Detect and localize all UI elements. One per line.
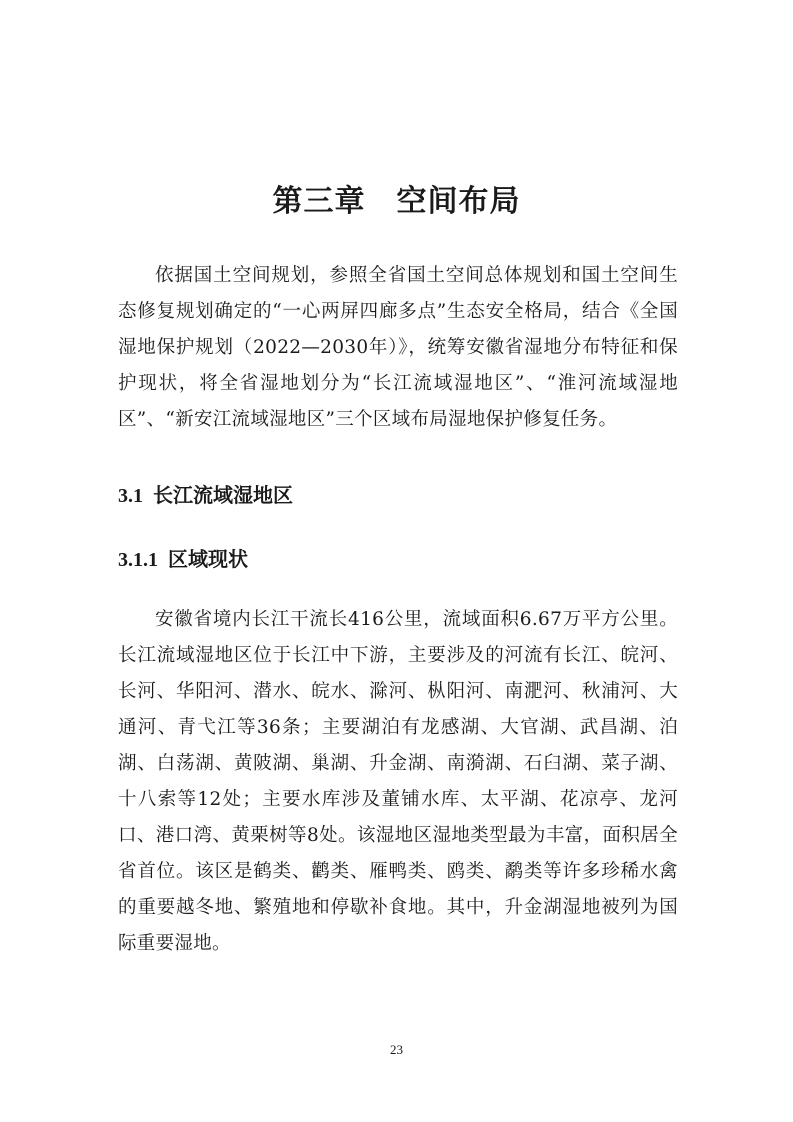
section-title: 长江流域湿地区	[153, 483, 293, 507]
section-heading	[118, 479, 293, 508]
subsection-heading	[118, 543, 248, 572]
chapter-title: 第三章 空间布局	[272, 184, 521, 219]
page-number: 23	[390, 1042, 403, 1057]
intro-paragraph: 依据国土空间规划，参照全省国土空间总体规划和国土空间生态修复规划确定的“一心两屏四廊多点”生态安全格局，结合《全国湿地保护规划（2022—2030年）》，统筹安徽省湿地分布特征和保护现状，将全省湿地划分为“长江流域湿地区”、“淮河流域湿地区”、“新安江流域湿地区”三个区域布局湿地保护修复任务。	[118, 265, 678, 430]
subsection-title: 区域现状	[168, 547, 248, 571]
subsection-paragraph: 安徽省境内长江干流长416公里，流域面积6.67万平方公里。长江流域湿地区位于长江中下游，主要涉及的河流有长江、皖河、长河、华阳河、潜水、皖水、滁河、枞阳河、南淝河、秋浦河、大通河、青弋江等36条；主要湖泊有龙感湖、大官湖、武昌湖、泊湖、白荡湖、黄陂湖、巢湖、升金湖、南漪湖、石臼湖、菜子湖、十八索等12处；主要水库涉及董铺水库、太平湖、花凉亭、龙河口、港口湾、黄栗树等8处。该湿地区湿地类型最为丰富，面积居全省首位。该区是鹤类、鹳类、雁鸭类、鸥类、鹬类等许多珍稀水禽的重要越冬地、繁殖地和停歇补食地。其中，升金湖湿地被列为国际重要湿地。	[118, 609, 678, 954]
subsection-number: 3.1.1	[118, 549, 158, 571]
section-number: 3.1	[118, 485, 143, 507]
